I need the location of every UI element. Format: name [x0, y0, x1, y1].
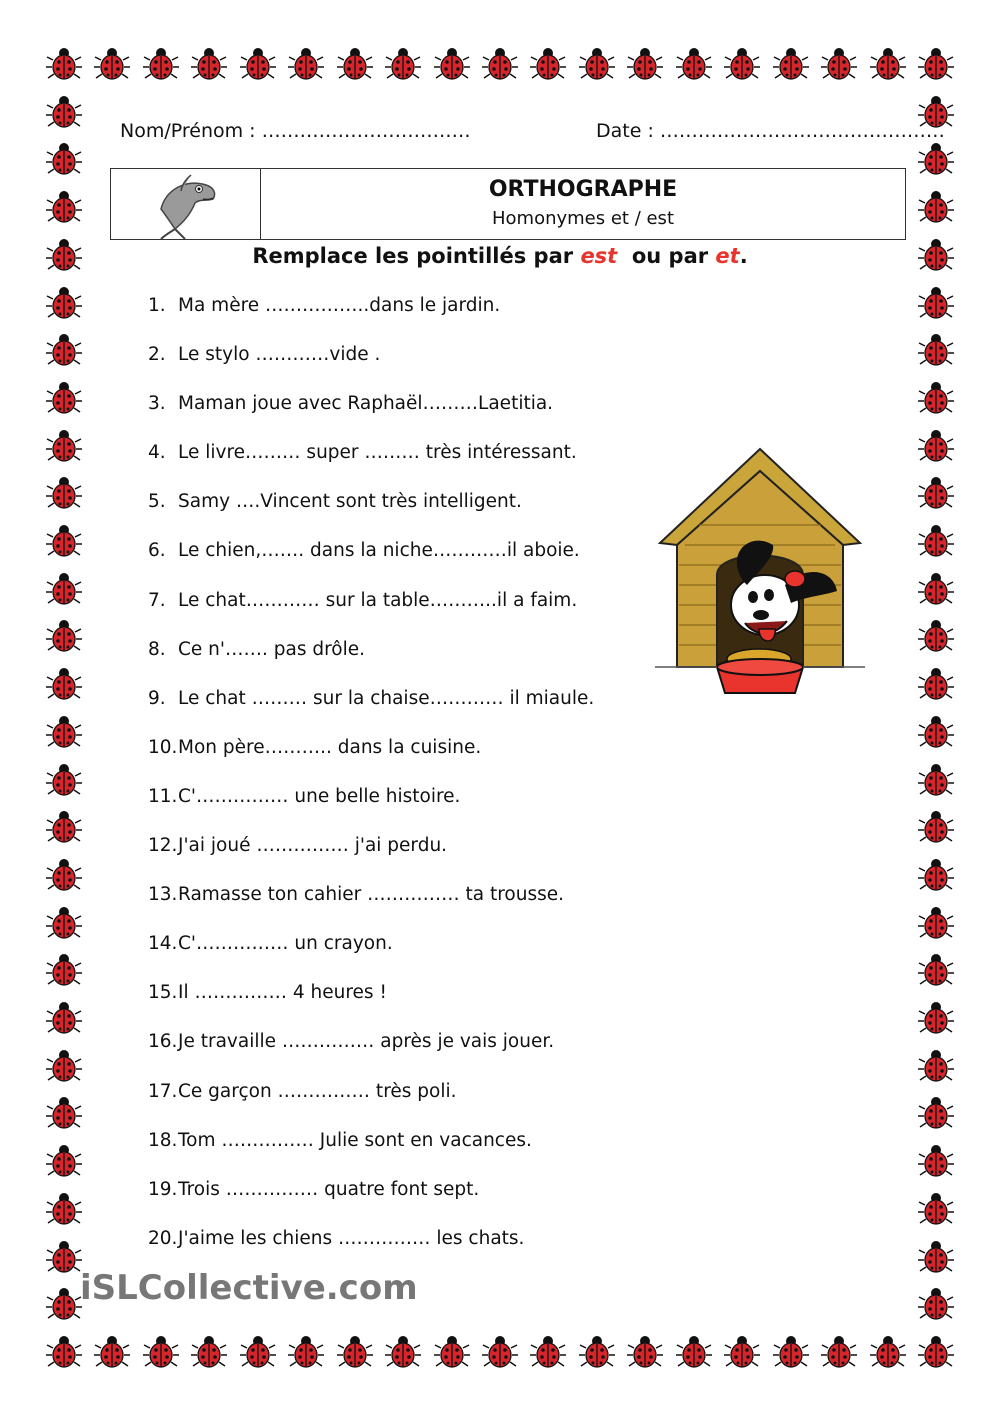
- exercise-text: Le chien,……. dans la niche…………il aboie.: [178, 540, 580, 562]
- exercise-text: Le livre……… super ……… très intéressant.: [178, 442, 577, 464]
- ladybug-icon: [46, 285, 82, 321]
- exercise-text: J'aime les chiens …………… les chats.: [178, 1227, 525, 1249]
- ladybug-icon: [482, 46, 518, 82]
- exercise-text: Trois …………… quatre font sept.: [178, 1178, 480, 1200]
- ladybug-icon: [46, 428, 82, 464]
- exercise-text: Maman joue avec Raphaël………Laetitia.: [178, 393, 554, 415]
- ladybug-icon: [46, 857, 82, 893]
- ladybug-icon: [530, 1334, 566, 1370]
- ladybug-icon: [46, 762, 82, 798]
- ladybug-icon: [191, 1334, 227, 1370]
- ladybug-icon: [94, 46, 130, 82]
- exercise-item: [148, 933, 668, 982]
- ladybug-icon: [918, 809, 954, 845]
- dolphin-icon: [111, 169, 261, 239]
- title-image-cell: [111, 169, 261, 239]
- name-label: Nom/Prénom :: [120, 120, 256, 142]
- ladybug-icon: [46, 618, 82, 654]
- ladybug-icon: [918, 1334, 954, 1370]
- exercise-item: [148, 639, 668, 688]
- ladybug-icon: [918, 141, 954, 177]
- exercise-number: 9.: [148, 687, 166, 709]
- exercise-item: [148, 1179, 668, 1228]
- date-label: Date :: [596, 120, 654, 142]
- date-field-line: [596, 120, 945, 142]
- ladybug-icon: [46, 1286, 82, 1322]
- ladybug-icon: [918, 189, 954, 225]
- ladybug-icon: [46, 1095, 82, 1131]
- exercise-text: Samy ….Vincent sont très intelligent.: [178, 491, 522, 513]
- ladybug-icon: [434, 46, 470, 82]
- instruction-word-et: et: [715, 244, 740, 268]
- ladybug-icon: [46, 809, 82, 845]
- ladybug-icon: [627, 46, 663, 82]
- ladybug-icon: [288, 46, 324, 82]
- ladybug-icon: [724, 1334, 760, 1370]
- ladybug-icon: [821, 46, 857, 82]
- exercise-item: [148, 786, 668, 835]
- exercise-text: Mon père……….. dans la cuisine.: [178, 736, 482, 758]
- exercise-number: 8.: [148, 638, 166, 660]
- instruction-text: Remplace les pointillés par: [252, 244, 574, 268]
- ladybug-icon: [46, 1191, 82, 1227]
- exercise-number: 18.: [148, 1129, 178, 1151]
- exercise-number: 1.: [148, 295, 166, 316]
- exercise-number: 6.: [148, 540, 166, 562]
- exercise-text: Le chat ……… sur la chaise………… il miaule.: [178, 687, 595, 709]
- ladybug-icon: [918, 571, 954, 607]
- exercise-text: Il …………… 4 heures !: [178, 982, 387, 1004]
- ladybug-icon: [46, 523, 82, 559]
- date-blank: ………………………………………: [659, 120, 945, 142]
- exercise-list: [148, 295, 668, 1277]
- ladybug-icon: [918, 475, 954, 511]
- ladybug-icon: [46, 666, 82, 702]
- ladybug-icon: [94, 1334, 130, 1370]
- ladybug-icon: [46, 1239, 82, 1275]
- exercise-text: Ma mère ……………..dans le jardin.: [178, 295, 501, 316]
- ladybug-icon: [918, 285, 954, 321]
- instruction: [0, 244, 1000, 268]
- exercise-item: [148, 442, 668, 491]
- instruction-end: .: [739, 244, 748, 268]
- ladybug-icon: [918, 857, 954, 893]
- page-title: ORTHOGRAPHE: [488, 177, 678, 202]
- ladybug-icon: [918, 1143, 954, 1179]
- exercise-number: 15.: [148, 982, 178, 1004]
- exercise-item: [148, 540, 668, 589]
- exercise-text: Je travaille …………… après je vais jouer.: [178, 1031, 555, 1053]
- exercise-number: 17.: [148, 1080, 178, 1102]
- exercise-number: 3.: [148, 393, 166, 415]
- ladybug-icon: [821, 1334, 857, 1370]
- name-field-line: [120, 120, 471, 142]
- ladybug-icon: [385, 46, 421, 82]
- ladybug-icon: [46, 46, 82, 82]
- ladybug-icon: [918, 428, 954, 464]
- exercise-text: Tom …………… Julie sont en vacances.: [178, 1129, 532, 1151]
- ladybug-icon: [773, 46, 809, 82]
- ladybug-icon: [724, 46, 760, 82]
- ladybug-icon: [676, 1334, 712, 1370]
- ladybug-icon: [337, 1334, 373, 1370]
- ladybug-icon: [918, 1286, 954, 1322]
- exercise-number: 7.: [148, 589, 166, 611]
- ladybug-icon: [918, 905, 954, 941]
- exercise-number: 16.: [148, 1031, 178, 1053]
- exercise-text: C'…………… un crayon.: [178, 933, 393, 955]
- ladybug-icon: [918, 618, 954, 654]
- ladybug-icon: [46, 1143, 82, 1179]
- ladybug-icon: [627, 1334, 663, 1370]
- exercise-number: 20.: [148, 1227, 178, 1249]
- ladybug-icon: [46, 571, 82, 607]
- exercise-item: [148, 295, 668, 344]
- ladybug-icon: [918, 762, 954, 798]
- ladybug-icon: [191, 46, 227, 82]
- ladybug-icon: [676, 46, 712, 82]
- exercise-number: 11.: [148, 785, 178, 807]
- ladybug-icon: [918, 1048, 954, 1084]
- ladybug-icon: [240, 46, 276, 82]
- exercise-text: Le stylo …………vide .: [178, 344, 381, 366]
- exercise-item: [148, 737, 668, 786]
- ladybug-icon: [46, 189, 82, 225]
- exercise-item: [148, 491, 668, 540]
- instruction-middle: ou par: [631, 244, 709, 268]
- ladybug-icon: [385, 1334, 421, 1370]
- ladybug-icon: [530, 46, 566, 82]
- exercise-text: C'…………… une belle histoire.: [178, 785, 461, 807]
- exercise-number: 4.: [148, 442, 166, 464]
- exercise-number: 19.: [148, 1178, 178, 1200]
- exercise-number: 2.: [148, 344, 166, 366]
- instruction-word-est: est: [580, 244, 618, 268]
- exercise-item: [148, 835, 668, 884]
- ladybug-icon: [870, 46, 906, 82]
- exercise-item: [148, 1031, 668, 1080]
- exercise-number: 14.: [148, 933, 178, 955]
- exercise-number: 10.: [148, 736, 178, 758]
- ladybug-icon: [918, 666, 954, 702]
- ladybug-icon: [46, 141, 82, 177]
- ladybug-icon: [46, 952, 82, 988]
- ladybug-icon: [337, 46, 373, 82]
- ladybug-icon: [918, 46, 954, 82]
- ladybug-icon: [918, 714, 954, 750]
- exercise-text: Ramasse ton cahier …………… ta trousse.: [178, 884, 564, 906]
- ladybug-icon: [46, 380, 82, 416]
- exercise-item: [148, 393, 668, 442]
- ladybug-icon: [918, 952, 954, 988]
- ladybug-icon: [918, 1000, 954, 1036]
- ladybug-icon: [579, 46, 615, 82]
- exercise-number: 5.: [148, 491, 166, 513]
- exercise-text: J'ai joué …………… j'ai perdu.: [178, 835, 448, 857]
- exercise-item: [148, 1130, 668, 1179]
- ladybug-icon: [46, 94, 82, 130]
- ladybug-icon: [918, 1239, 954, 1275]
- ladybug-icon: [46, 332, 82, 368]
- ladybug-icon: [46, 905, 82, 941]
- ladybug-icon: [46, 1048, 82, 1084]
- ladybug-icon: [918, 380, 954, 416]
- exercise-text: Ce garçon …………… très poli.: [178, 1080, 457, 1102]
- exercise-item: [148, 982, 668, 1031]
- ladybug-icon: [870, 1334, 906, 1370]
- ladybug-icon: [240, 1334, 276, 1370]
- ladybug-icon: [288, 1334, 324, 1370]
- ladybug-icon: [46, 475, 82, 511]
- dog-in-doghouse-icon: [655, 445, 865, 705]
- title-box: [110, 168, 906, 240]
- ladybug-icon: [434, 1334, 470, 1370]
- exercise-text: Le chat………… sur la table………..il a faim.: [178, 589, 578, 611]
- name-blank: ……………………………: [261, 120, 471, 142]
- ladybug-icon: [482, 1334, 518, 1370]
- page-subtitle: Homonymes et / est: [491, 208, 674, 229]
- ladybug-icon: [46, 1334, 82, 1370]
- ladybug-icon: [143, 46, 179, 82]
- exercise-item: [148, 590, 668, 639]
- exercise-item: [148, 884, 668, 933]
- title-text: [261, 177, 905, 229]
- ladybug-icon: [143, 1334, 179, 1370]
- exercise-number: 13.: [148, 884, 178, 906]
- exercise-number: 12.: [148, 835, 178, 857]
- ladybug-icon: [46, 714, 82, 750]
- exercise-item: [148, 344, 668, 393]
- ladybug-icon: [918, 332, 954, 368]
- exercise-item: [148, 688, 668, 737]
- ladybug-icon: [46, 1000, 82, 1036]
- ladybug-icon: [773, 1334, 809, 1370]
- ladybug-icon: [918, 523, 954, 559]
- watermark: iSLCollective.com: [80, 1268, 418, 1308]
- exercise-text: Ce n'……. pas drôle.: [178, 638, 366, 660]
- exercise-item: [148, 1081, 668, 1130]
- ladybug-icon: [918, 1191, 954, 1227]
- ladybug-icon: [579, 1334, 615, 1370]
- ladybug-icon: [918, 1095, 954, 1131]
